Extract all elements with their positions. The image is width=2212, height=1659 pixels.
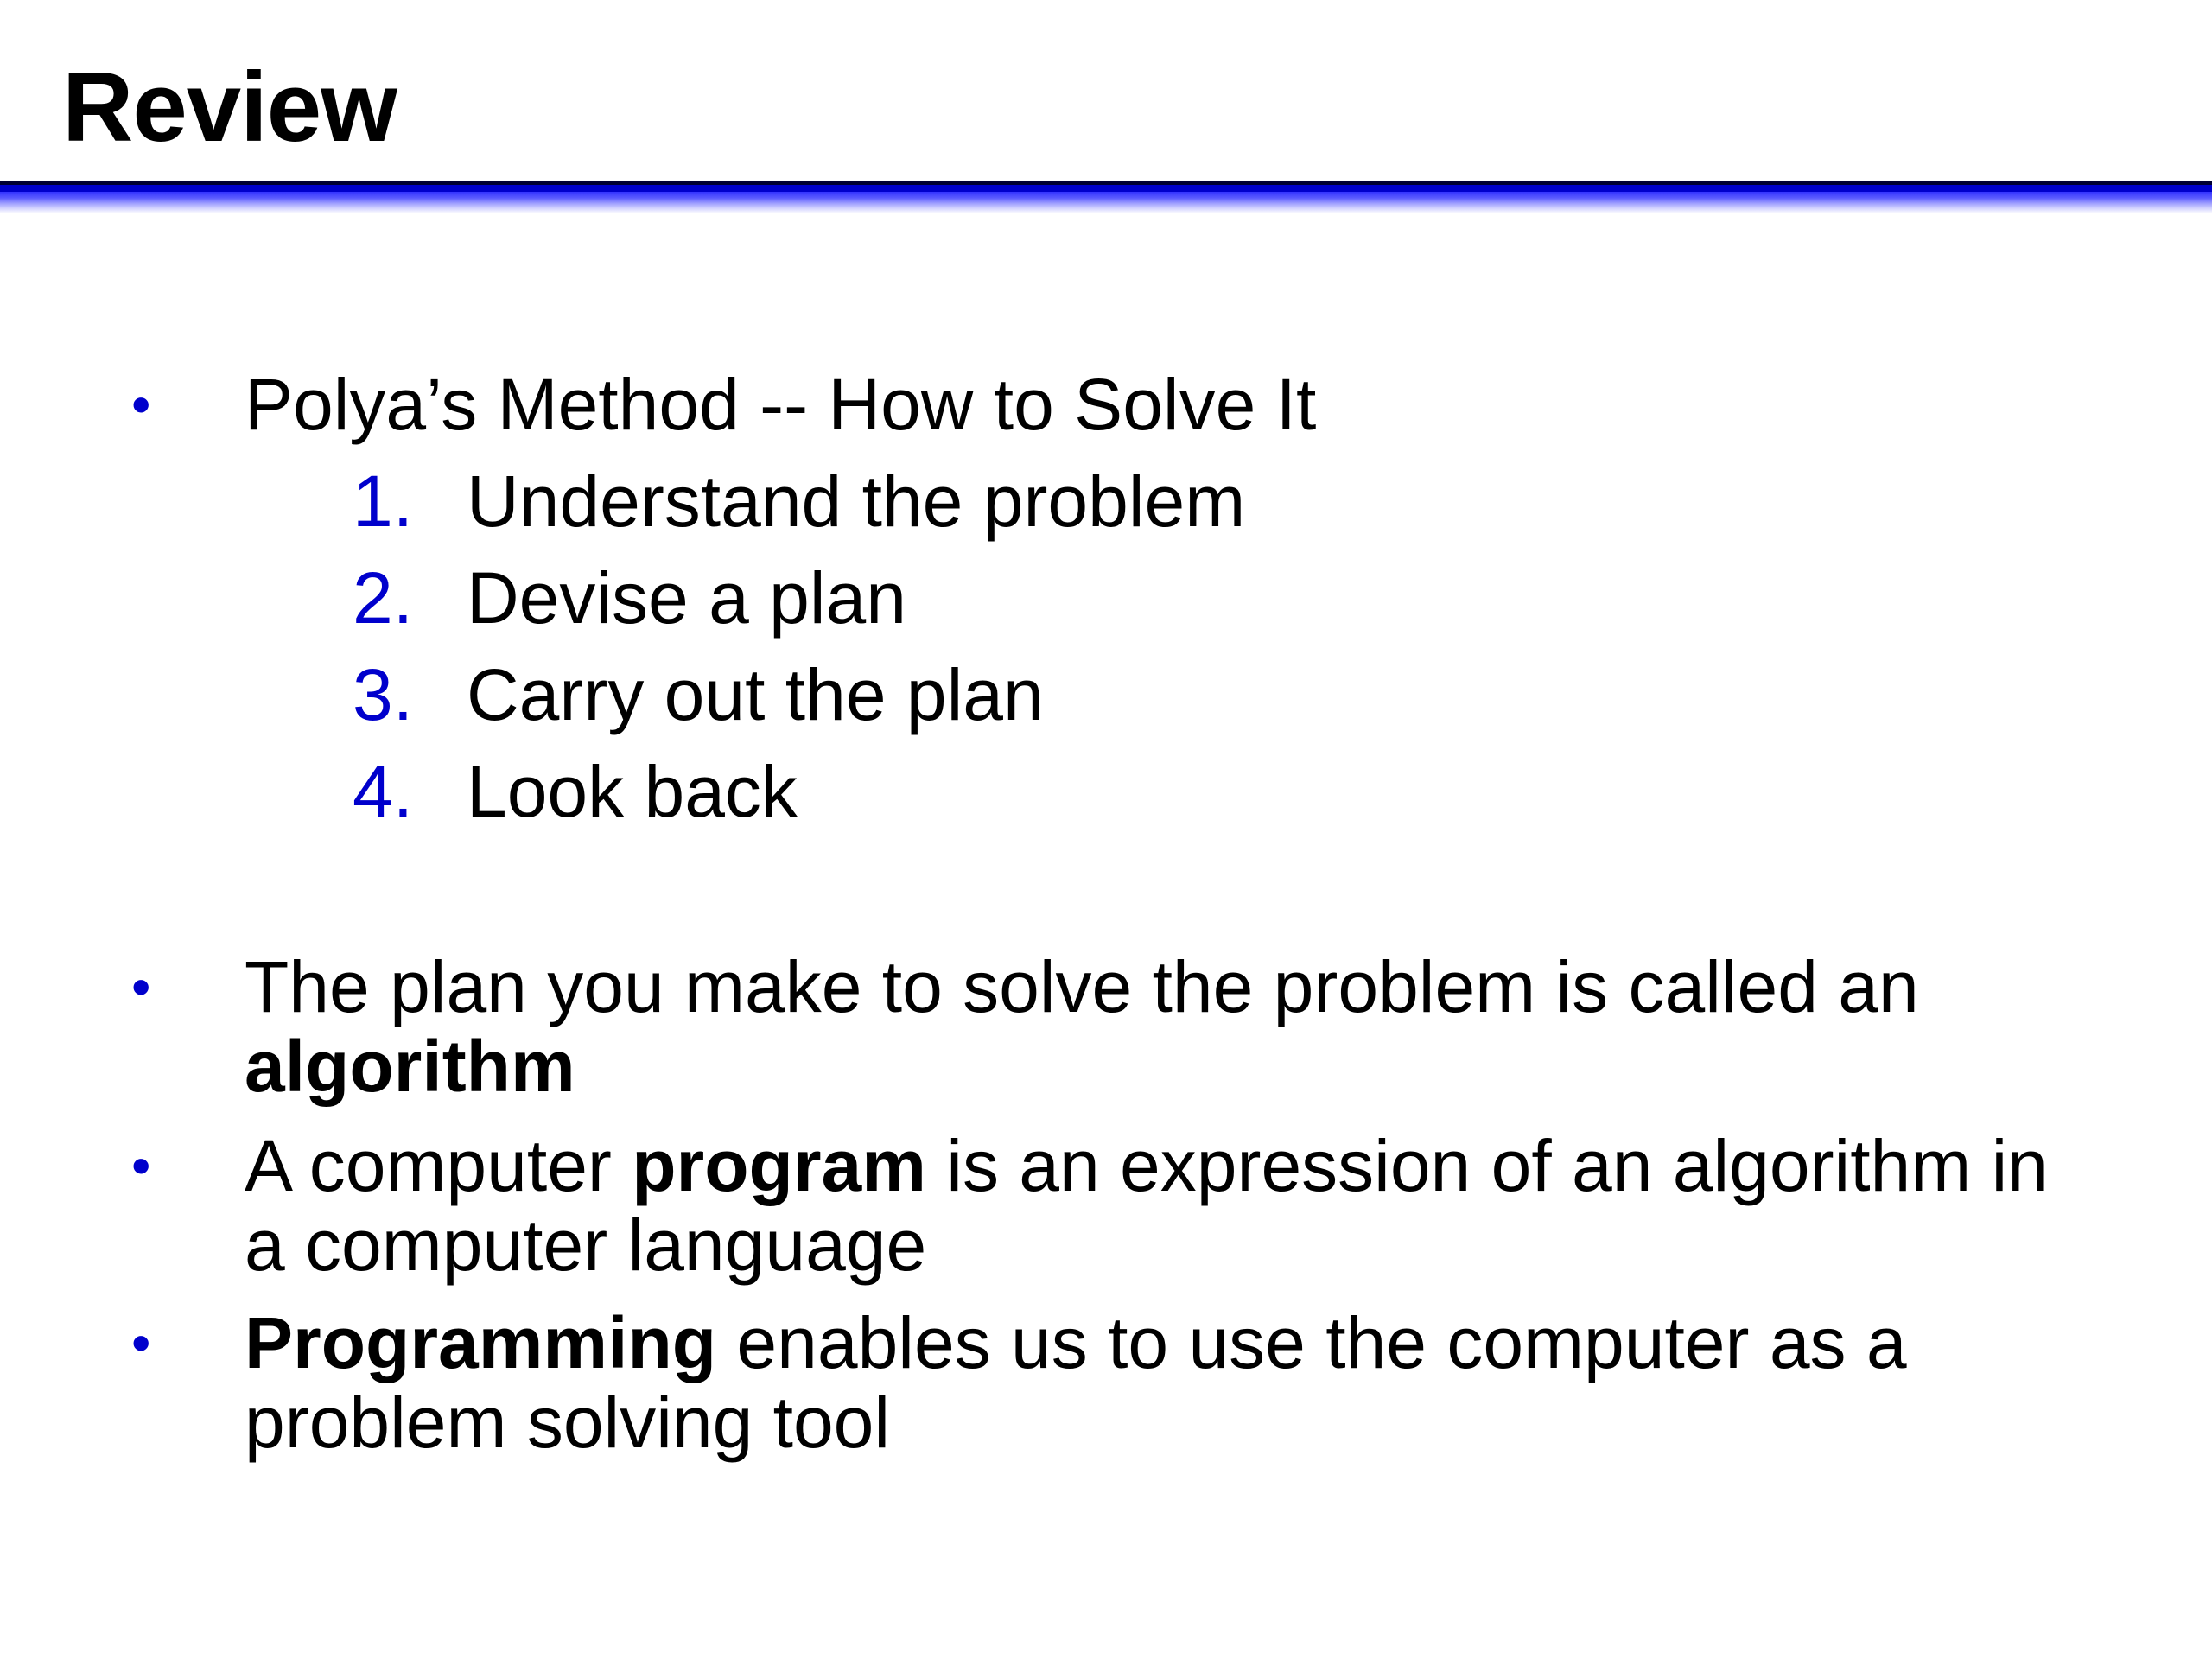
- step-item: [0, 752, 2212, 849]
- statement-text: enables us to use the computer as a problem solving tool: [245, 1302, 1907, 1463]
- statement-text: is an expression of an algorithm in a computer language: [245, 1125, 2048, 1286]
- statement-bold-term: program: [632, 1125, 926, 1206]
- bullet-dot-icon: •: [131, 1135, 151, 1197]
- step-item: [0, 655, 2212, 752]
- statement-bold-term: Programming: [245, 1302, 717, 1383]
- step-number: 3.: [353, 654, 414, 735]
- step-number: 2.: [353, 557, 414, 639]
- bullet-text: [245, 1126, 2102, 1285]
- bullet-text: Polya’s Method -- How to Solve It: [245, 364, 1317, 445]
- bullet-dot-icon: •: [131, 373, 151, 435]
- step-number: 1.: [353, 461, 414, 542]
- bullet-text: [245, 947, 2102, 1106]
- bullet-dot-icon: •: [131, 956, 151, 1018]
- statement-text: The plan you make to solve the problem is called an: [245, 946, 1919, 1027]
- step-text: Carry out the plan: [467, 654, 1044, 735]
- slide-title: Review: [62, 53, 397, 162]
- statement-bold-term: algorithm: [245, 1026, 575, 1107]
- step-text: Look back: [467, 751, 798, 832]
- step-item: [0, 461, 2212, 558]
- step-item: [0, 558, 2212, 655]
- bullet-text: [245, 1303, 2102, 1462]
- bullet-dot-icon: •: [131, 1312, 151, 1374]
- step-text: Devise a plan: [467, 557, 906, 639]
- step-text: Understand the problem: [467, 461, 1246, 542]
- step-number: 4.: [353, 751, 414, 832]
- statement-text: A computer: [245, 1125, 632, 1206]
